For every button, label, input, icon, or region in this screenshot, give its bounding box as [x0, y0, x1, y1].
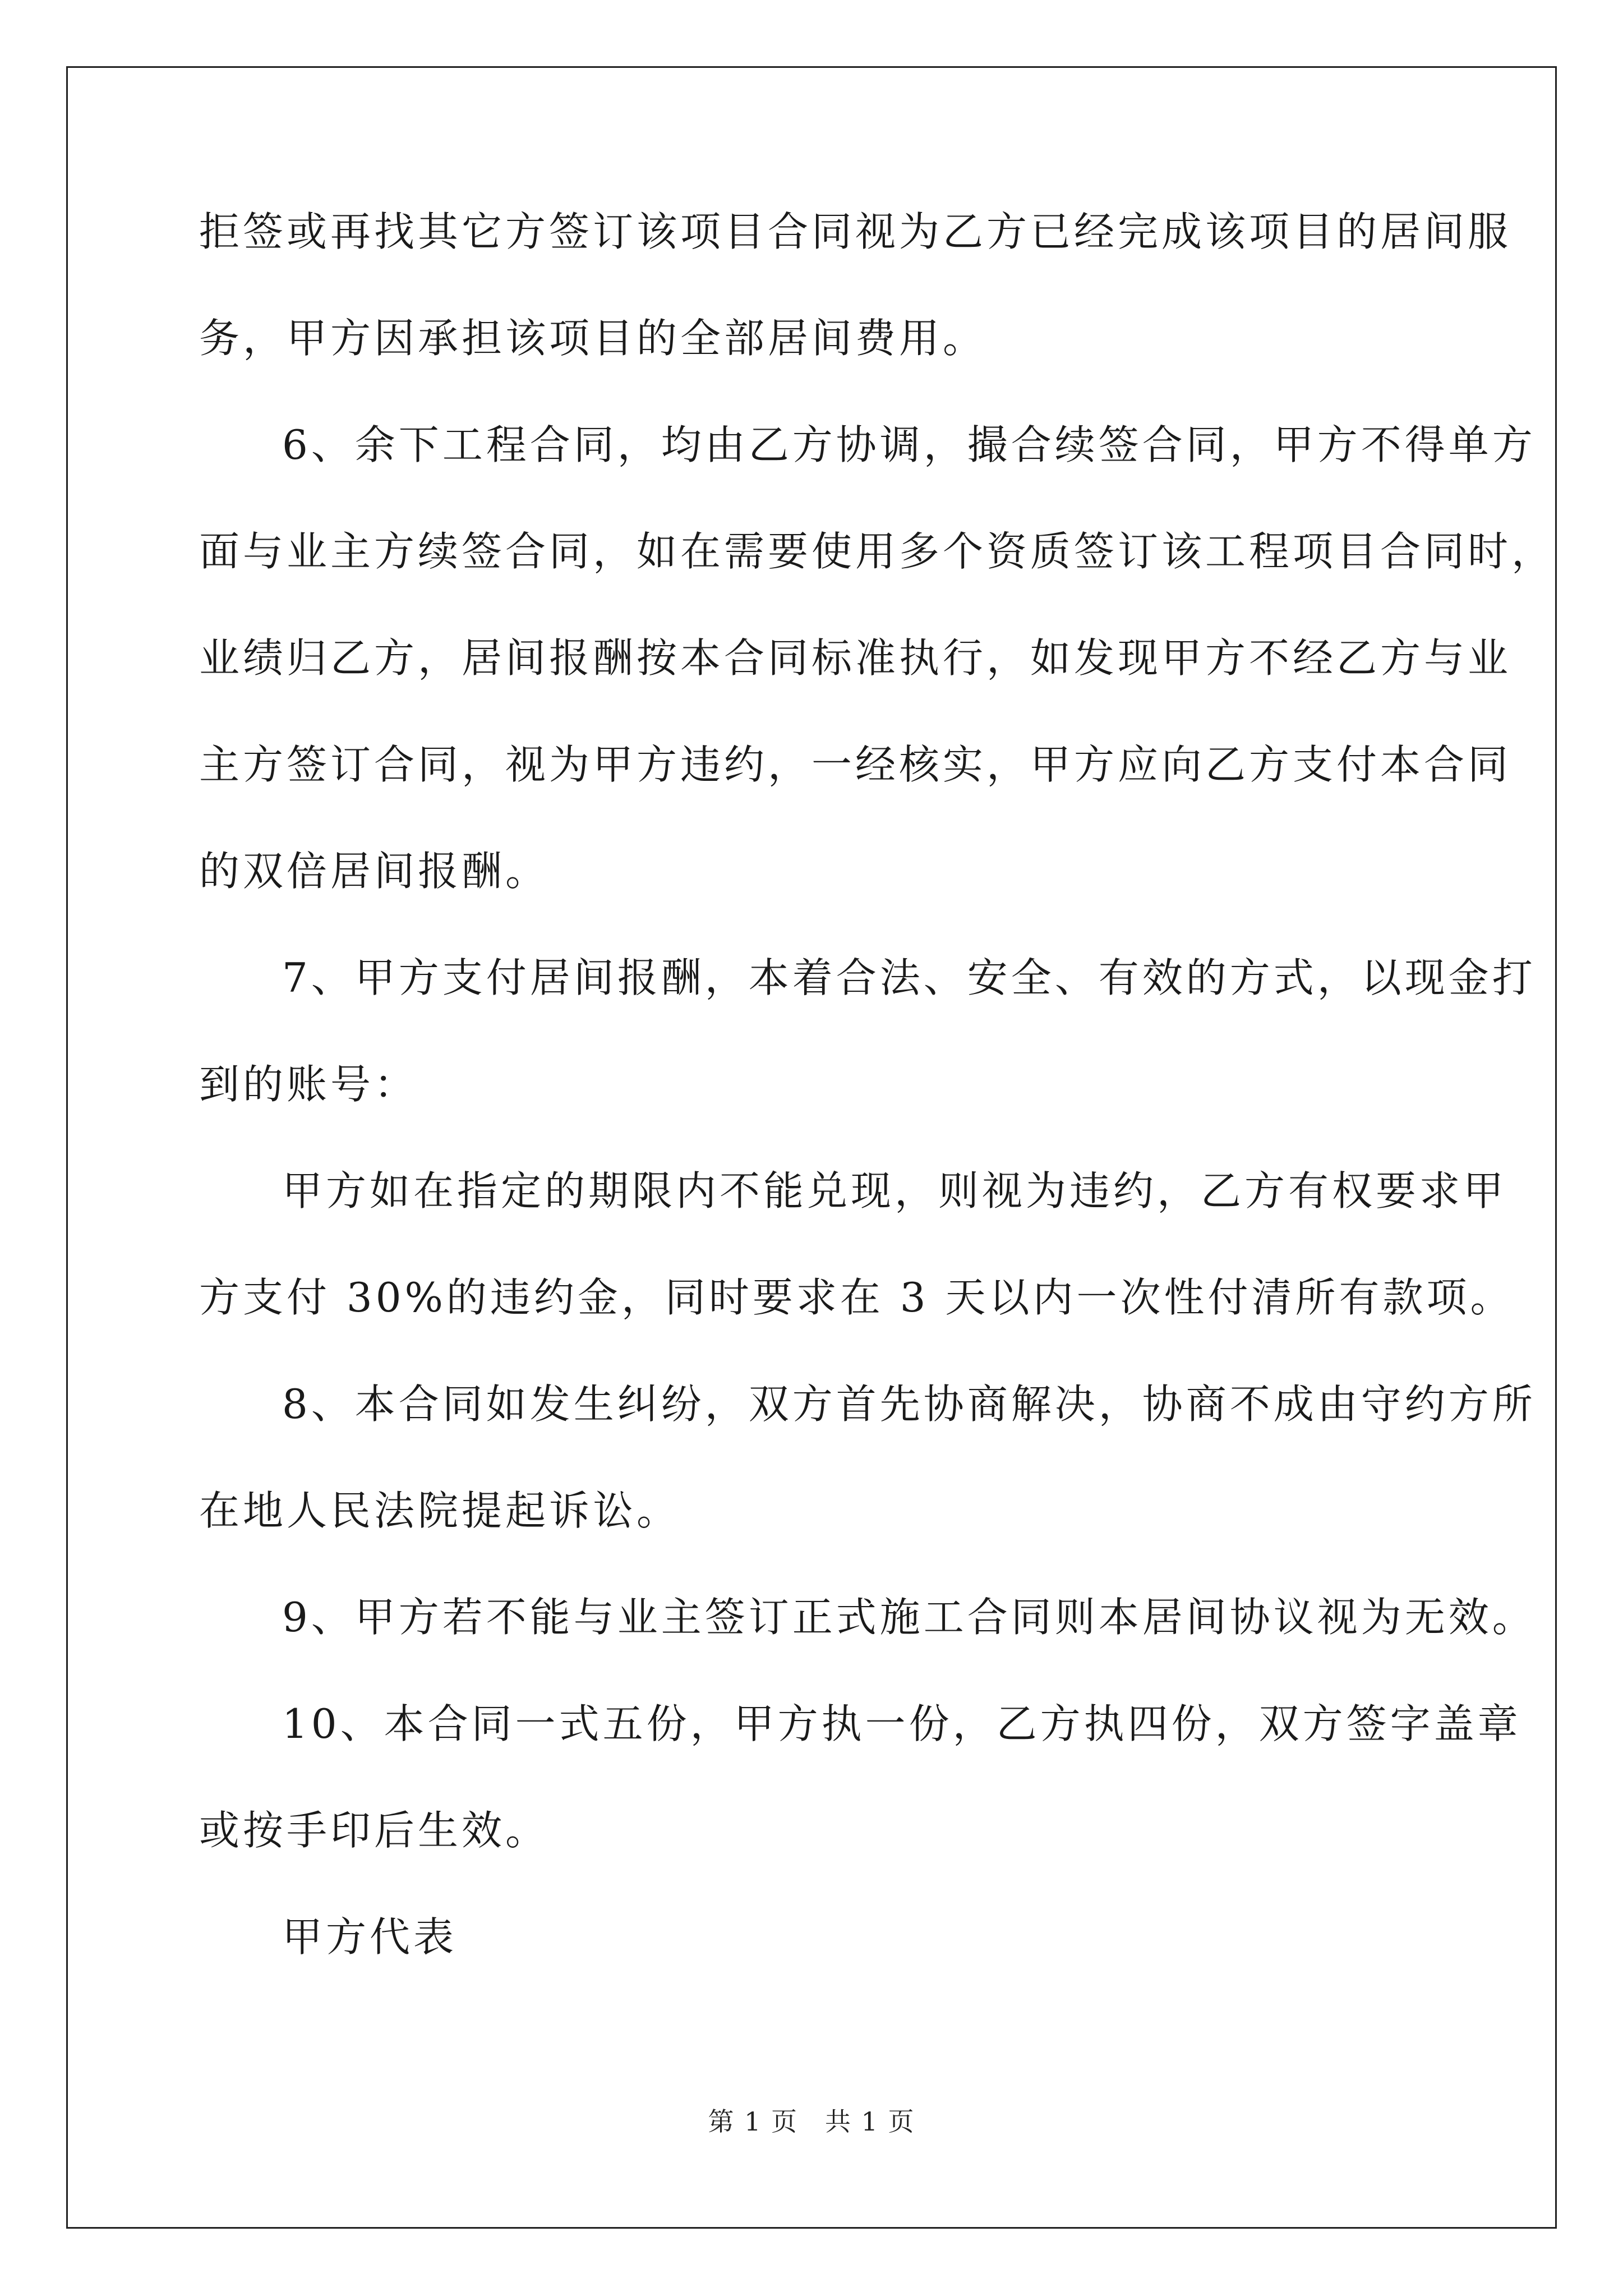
paragraph-9-line: 9、甲方若不能与业主签订正式施工合同则本居间协议视为无效。	[282, 1594, 1536, 1641]
text-line: 到的账号：	[199, 1061, 418, 1108]
paragraph-7-line: 7、甲方支付居间报酬，本着合法、安全、有效的方式，以现金打	[282, 954, 1536, 1001]
text-line: 务，甲方因承担该项目的全部居间费用。	[199, 315, 987, 362]
text-line: 主方签订合同，视为甲方违约，一经核实，甲方应向乙方支付本合同	[199, 741, 1512, 788]
paragraph-6-line: 6、余下工程合同，均由乙方协调，撮合续签合同，甲方不得单方	[282, 421, 1536, 468]
party-a-representative: 甲方代表	[282, 1913, 458, 1961]
default-paragraph-line: 甲方如在指定的期限内不能兑现，则视为违约，乙方有权要求甲	[282, 1167, 1507, 1214]
paragraph-10-line: 10、本合同一式五份，甲方执一份，乙方执四份，双方签字盖章	[282, 1700, 1521, 1747]
text-line: 面与业主方续签合同，如在需要使用多个资质签订该工程项目合同时，	[199, 528, 1556, 575]
paragraph-8-line: 8、本合同如发生纠纷，双方首先协商解决，协商不成由守约方所	[282, 1381, 1536, 1428]
text-line: 拒签或再找其它方签订该项目合同视为乙方已经完成该项目的居间服	[199, 208, 1512, 255]
text-line: 在地人民法院提起诉讼。	[199, 1487, 681, 1534]
page-number: 第 1 页 共 1 页	[708, 2106, 915, 2137]
document-body	[199, 205, 1556, 1964]
text-line: 的双倍居间报酬。	[199, 848, 550, 895]
text-line: 或按手印后生效。	[199, 1807, 550, 1854]
text-line: 业绩归乙方，居间报酬按本合同标准执行，如发现甲方不经乙方与业	[199, 634, 1512, 682]
text-line: 方支付 30%的违约金，同时要求在 3 天以内一次性付清所有款项。	[199, 1274, 1514, 1321]
